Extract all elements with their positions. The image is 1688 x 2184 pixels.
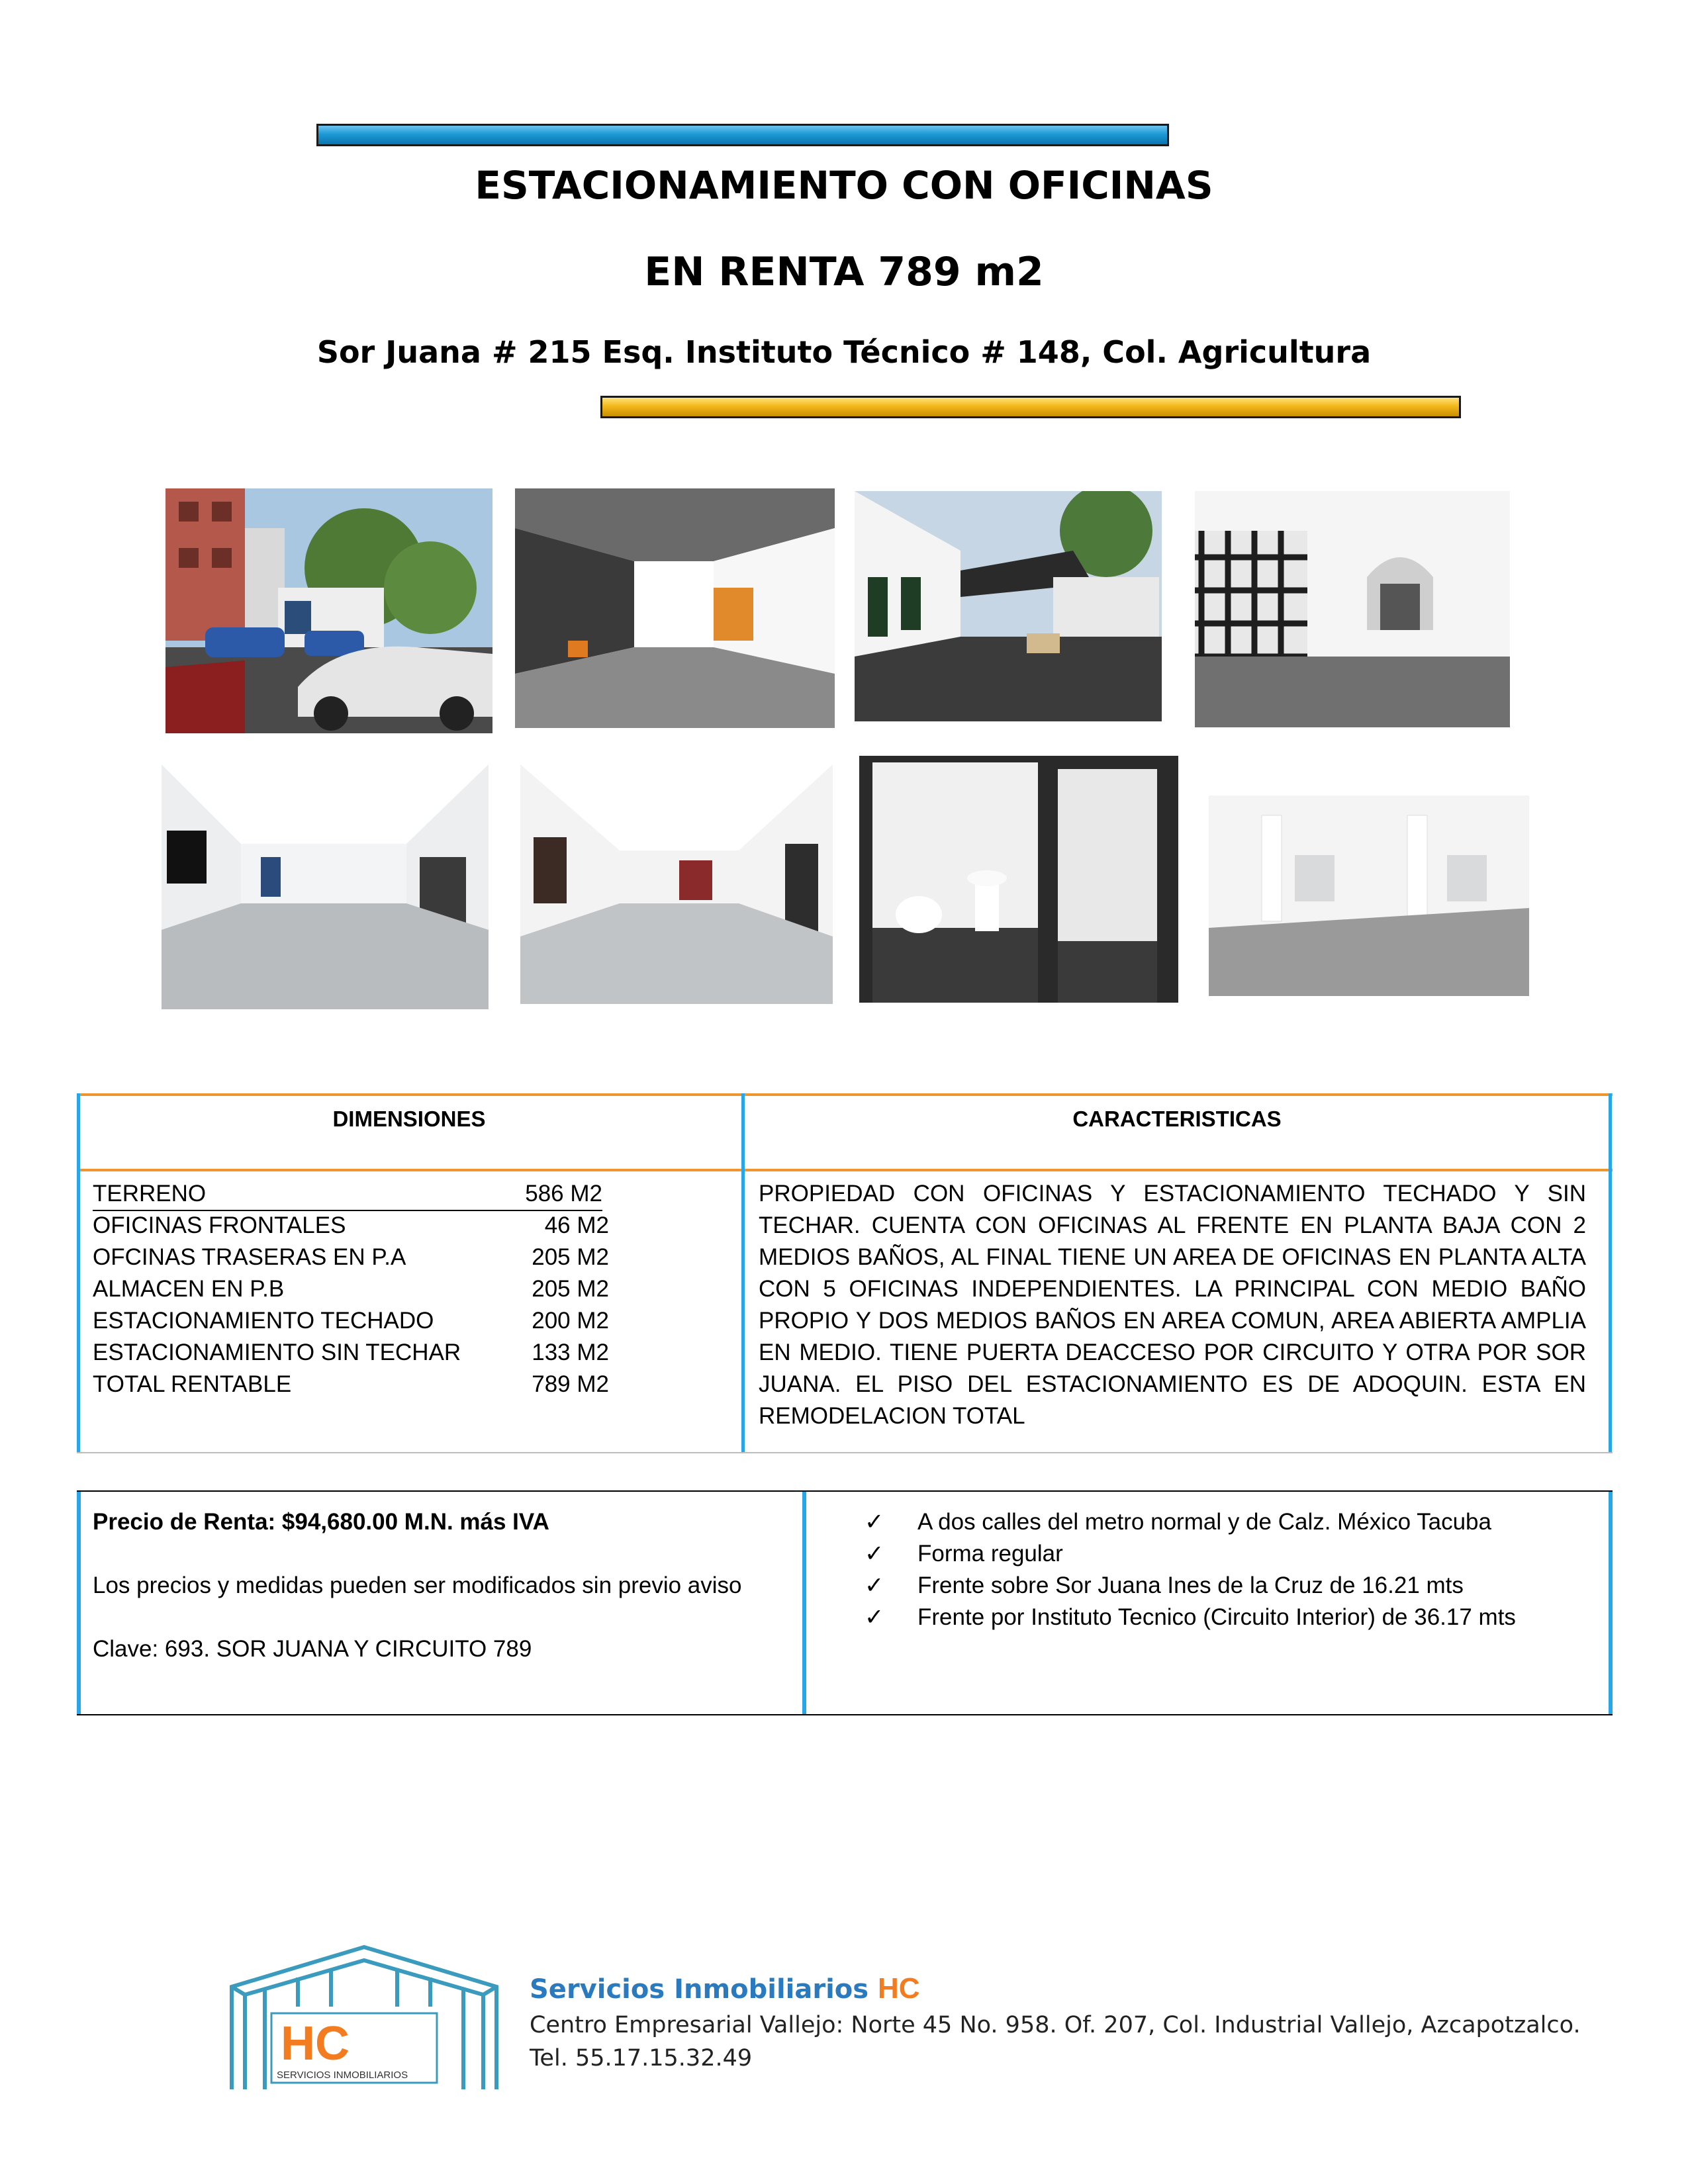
company-address: Centro Empresarial Vallejo: Norte 45 No. 958. Of. 207, Col. Industrial Vallejo, Azcapotzalco. (530, 2012, 1581, 2038)
feature-item: ✓ Forma regular (865, 1538, 1516, 1570)
rent-price: Precio de Renta: $94,680.00 M.N. más IVA (93, 1509, 549, 1535)
check-icon: ✓ (865, 1604, 884, 1631)
photo-interior-hall (162, 764, 489, 1009)
feature-item: ✓ Frente por Instituto Tecnico (Circuito Interior) de 36.17 mts (865, 1602, 1516, 1633)
feature-list (865, 1506, 1516, 1633)
company-hc: HC (878, 1972, 920, 2005)
dimension-row: ESTACIONAMIENTO SIN TECHAR 133 M2 (93, 1340, 609, 1365)
dimension-row: ALMACEN EN P.B 205 M2 (93, 1276, 609, 1302)
check-icon: ✓ (865, 1572, 884, 1599)
characteristics-header: CARACTERISTICAS (1072, 1107, 1282, 1131)
dimension-row: ESTACIONAMIENTO TECHADO 200 M2 (93, 1308, 609, 1334)
gold-accent-bar (600, 396, 1461, 418)
characteristics-text: PROPIEDAD CON OFICINAS Y ESTACIONAMIENTO TECHADO Y SIN TECHAR. CUENTA CON OFICINAS AL FRENTE EN PLANTA BAJA CON 2 MEDIOS BAÑOS, AL FINAL TIENE UN AREA DE OFICINAS EN PLANTA ALTA CON 5 OFICINAS INDEPENDIENTES. LA PRINCIPAL CON MEDIO BAÑO PROPIO Y DOS MEDIOS BAÑOS EN AREA COMUN, AREA ABIERTA AMPLIA EN MEDIO. TIENE PUERTA DEACCESO POR CIRCUITO Y OTRA POR SOR JUANA. EL PISO DEL ESTACIONAMIENTO ES DE ADOQUIN. ESTA EN REMODELACION TOTAL (759, 1181, 1586, 1429)
photo-covered-parking (515, 488, 835, 728)
feature-item: ✓ Frente sobre Sor Juana Ines de la Cruz de 16.21 mts (865, 1570, 1516, 1602)
photo-interior-office (520, 764, 833, 1004)
company-phone: Tel. 55.17.15.32.49 (530, 2045, 753, 2071)
dimension-row: OFICINAS FRONTALES 46 M2 (93, 1212, 609, 1238)
price-features-table (77, 1490, 1613, 1715)
dimensions-table (77, 1093, 1613, 1453)
company-logo (225, 1940, 503, 2093)
svg-text:SERVICIOS INMOBILIARIOS: SERVICIOS INMOBILIARIOS (277, 2070, 408, 2081)
check-icon: ✓ (865, 1541, 884, 1567)
feature-item: ✓ A dos calles del metro normal y de Calz. México Tacuba (865, 1506, 1516, 1538)
property-address: Sor Juana # 215 Esq. Instituto Técnico # 148, Col. Agricultura (316, 334, 1372, 370)
svg-text:HC: HC (281, 2017, 350, 2070)
dimension-row: TERRENO 586 M2 (93, 1178, 602, 1211)
check-icon: ✓ (865, 1509, 884, 1535)
photo-office-arch (1195, 491, 1510, 727)
photo-open-parking (855, 491, 1162, 721)
page-subtitle: EN RENTA 789 m2 (644, 249, 1044, 295)
dimension-row: OFCINAS TRASERAS EN P.A 205 M2 (93, 1244, 609, 1270)
photo-street-view (165, 488, 492, 733)
dimension-row: TOTAL RENTABLE 789 M2 (93, 1371, 609, 1397)
company-name: Servicios Inmobiliarios HC (530, 1972, 920, 2005)
photo-bathrooms (859, 756, 1178, 1003)
photo-upper-floor (1209, 756, 1529, 996)
price-disclaimer: Los precios y medidas pueden ser modificados sin previo aviso (93, 1572, 742, 1598)
blue-accent-bar (316, 124, 1169, 146)
dimensions-header: DIMENSIONES (332, 1107, 486, 1131)
page-title: ESTACIONAMIENTO CON OFICINAS (475, 163, 1213, 208)
property-key: Clave: 693. SOR JUANA Y CIRCUITO 789 (93, 1636, 532, 1662)
